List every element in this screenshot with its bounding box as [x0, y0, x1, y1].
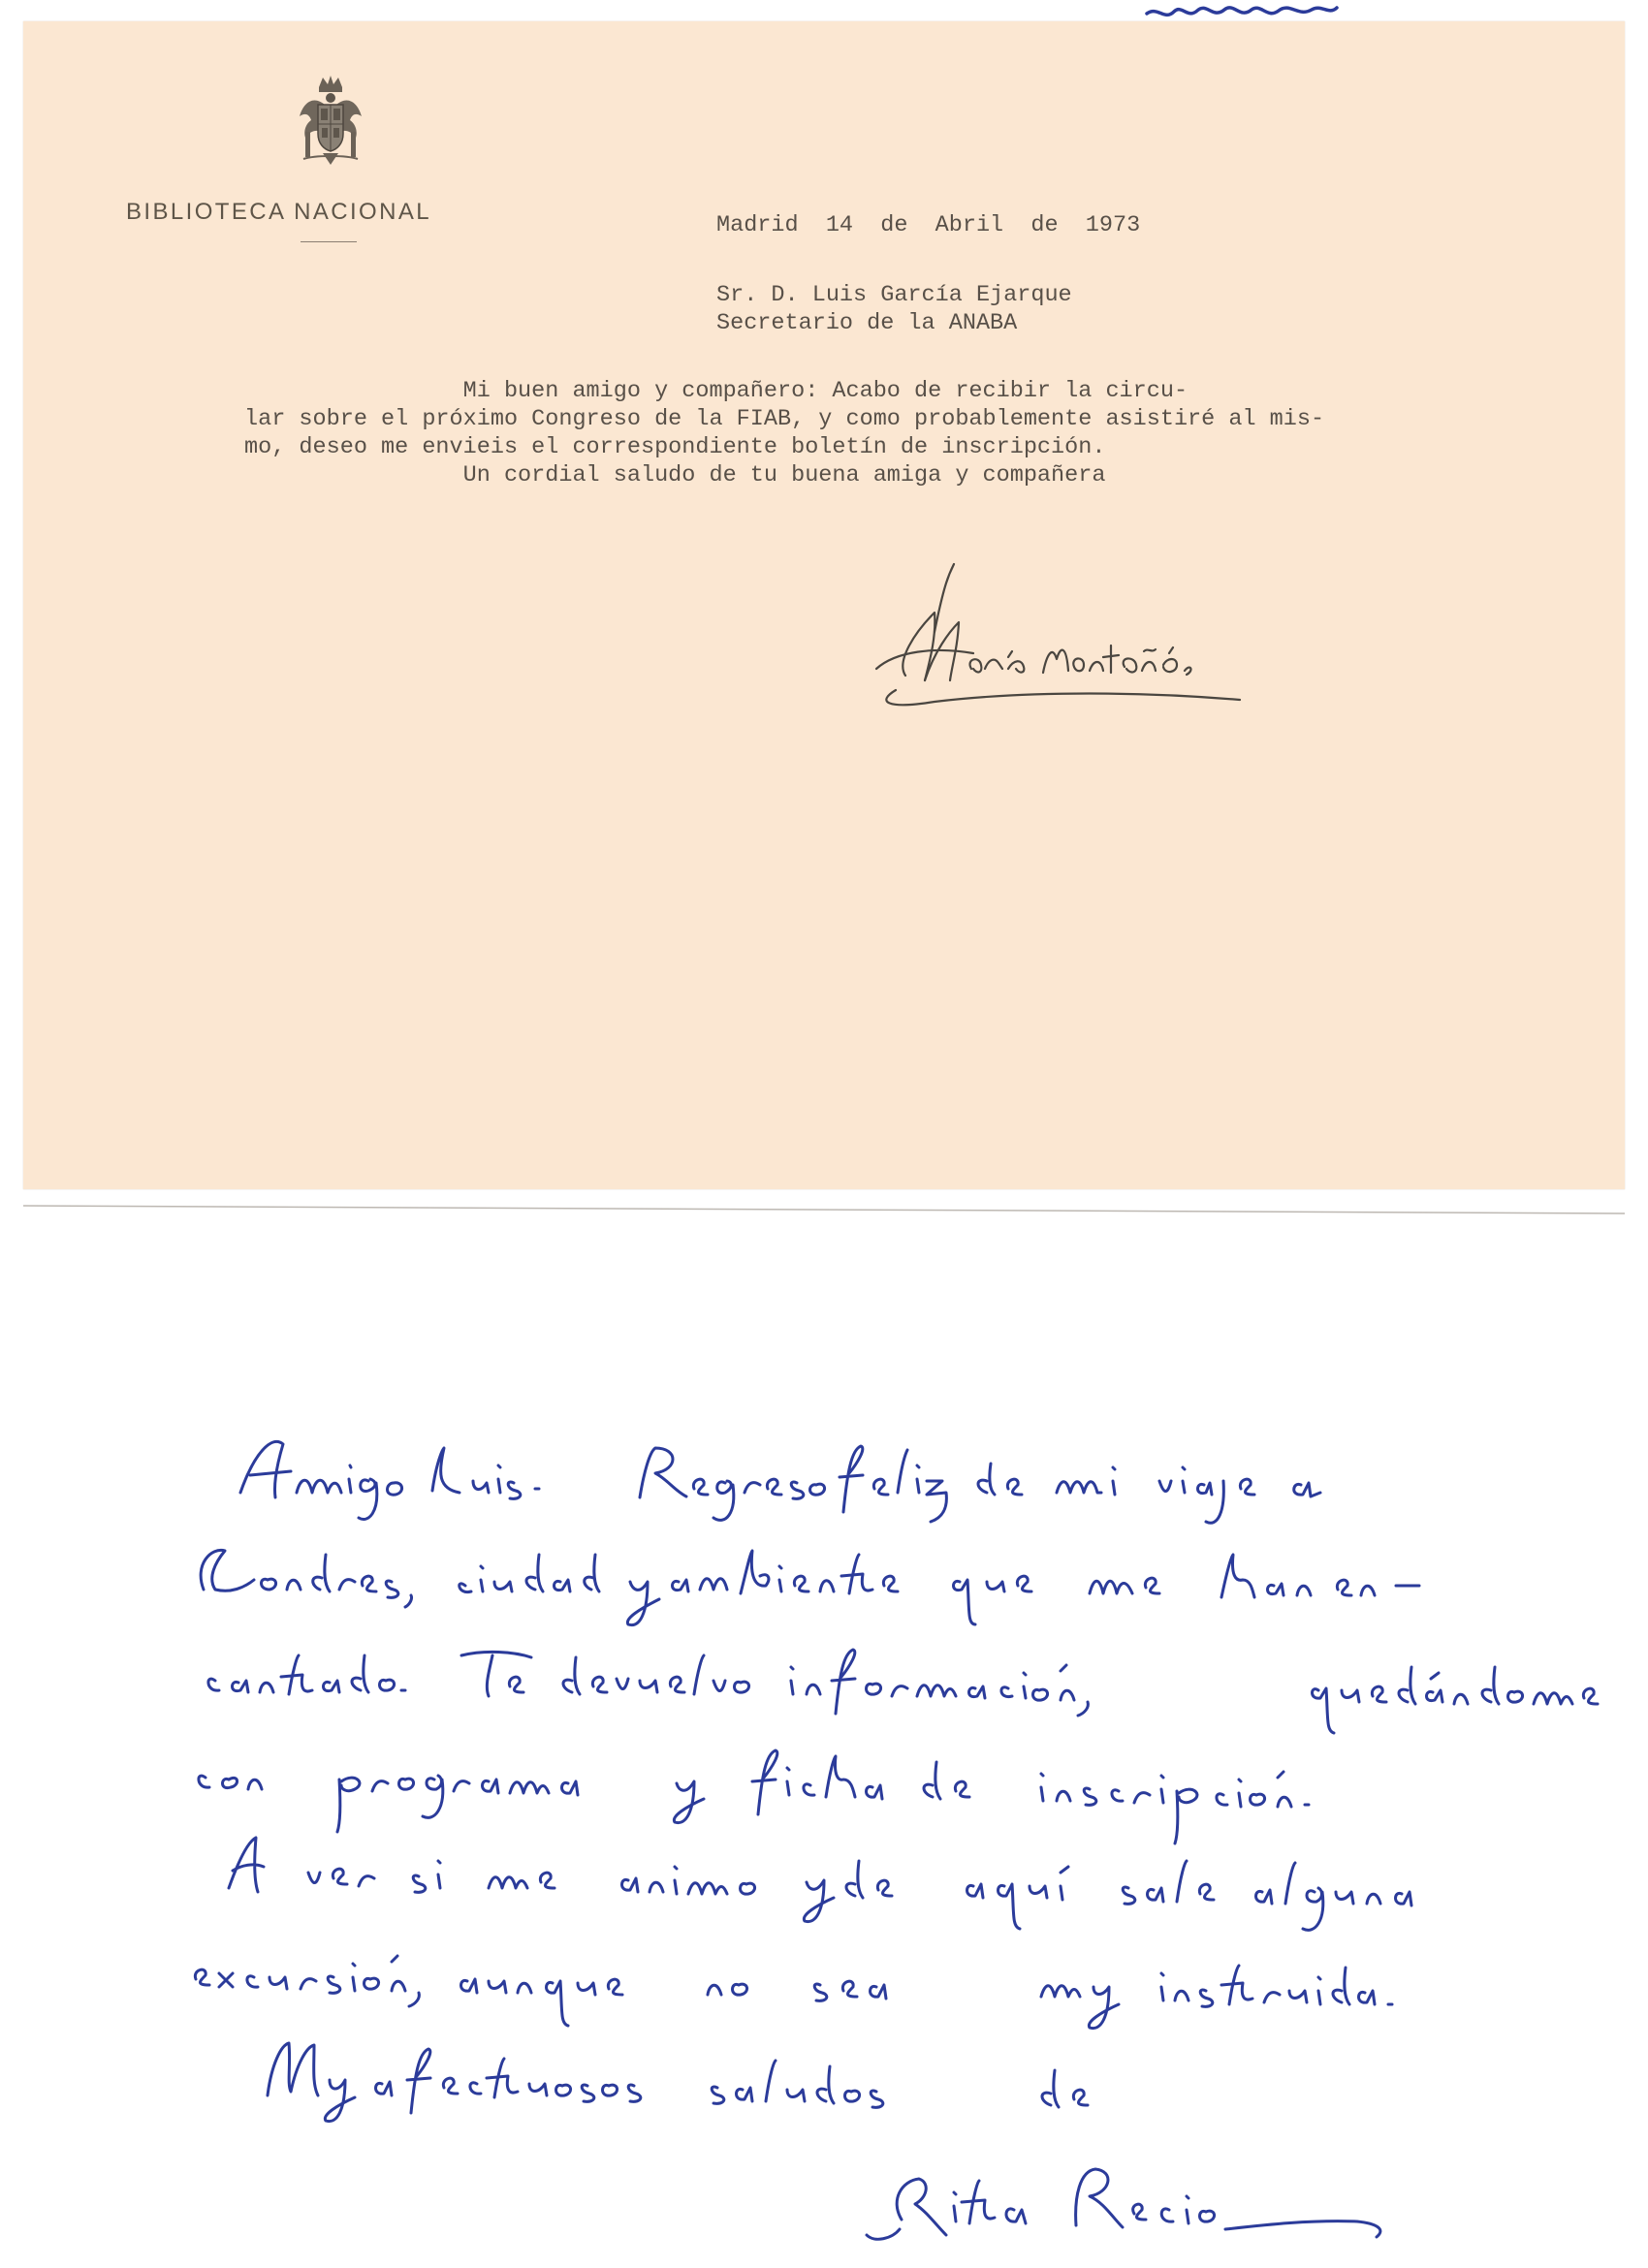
body-line: Mi buen amigo y compañero: Acabo de recibir la circu-	[244, 378, 1188, 404]
body-line: Un cordial saludo de tu buena amiga y compañera	[244, 462, 1106, 488]
body-line: mo, deseo me envieis el correspondiente boletín de inscripción.	[244, 434, 1106, 460]
letterhead-institution: BIBLIOTECA NACIONAL	[126, 199, 432, 225]
letter-date: Madrid 14 de Abril de 1973	[716, 212, 1141, 238]
body-line: lar sobre el próximo Congreso de la FIAB, y como probablemente asistiré al mis-	[244, 406, 1325, 432]
recipient-title: Secretario de la ANABA	[716, 310, 1018, 336]
recipient-name: Sr. D. Luis García Ejarque	[716, 282, 1072, 308]
